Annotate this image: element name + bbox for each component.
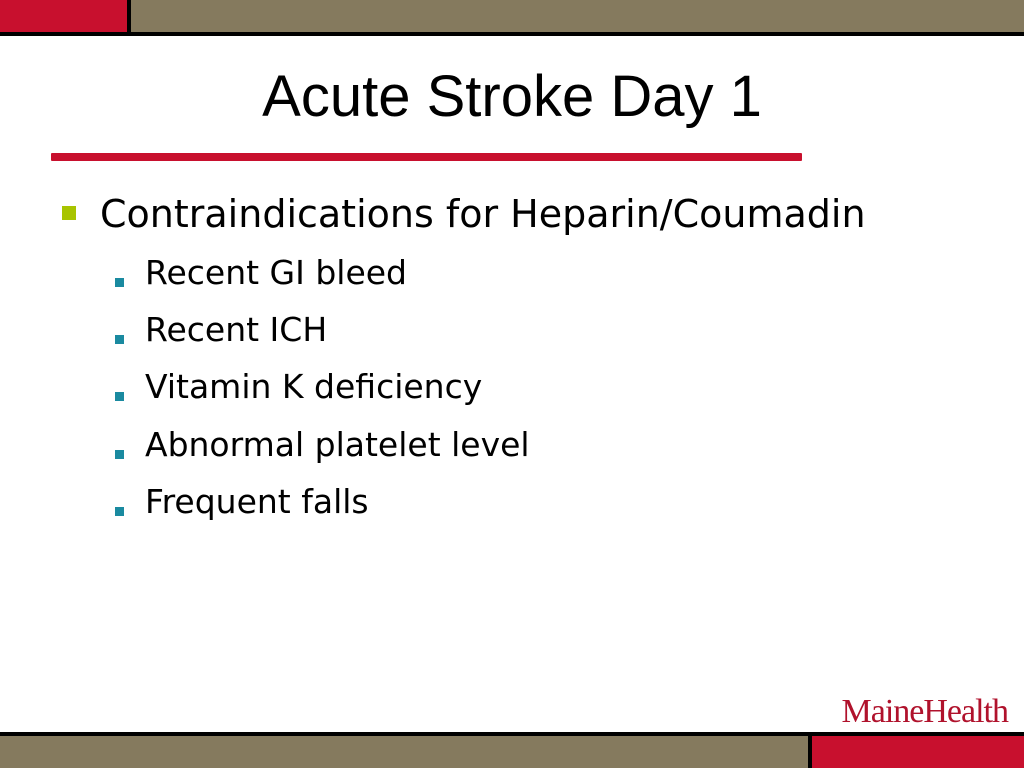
slide-title: Acute Stroke Day 1	[262, 64, 762, 129]
sub-bullet-text: Frequent falls	[145, 482, 369, 521]
mainehealth-logo: MaineHealth	[841, 693, 1008, 730]
square-bullet-icon	[115, 335, 124, 344]
square-bullet-icon	[115, 278, 124, 287]
square-bullet-icon	[115, 507, 124, 516]
top-band-olive-segment	[131, 0, 1024, 32]
title-underline	[51, 153, 802, 161]
square-bullet-icon	[115, 392, 124, 401]
square-bullet-icon	[115, 450, 124, 459]
top-band-red-segment	[0, 0, 127, 32]
sub-bullet-text: Vitamin K deficiency	[145, 367, 483, 406]
sub-bullet-text: Abnormal platelet level	[145, 425, 530, 464]
bottom-band-red-segment	[812, 736, 1024, 768]
sub-bullet-text: Recent ICH	[145, 310, 328, 349]
bottom-band-olive-segment	[0, 736, 808, 768]
bullet-main-text: Contraindications for Heparin/Coumadin	[100, 192, 866, 236]
sub-bullet-text: Recent GI bleed	[145, 253, 408, 292]
square-bullet-icon	[62, 206, 76, 220]
